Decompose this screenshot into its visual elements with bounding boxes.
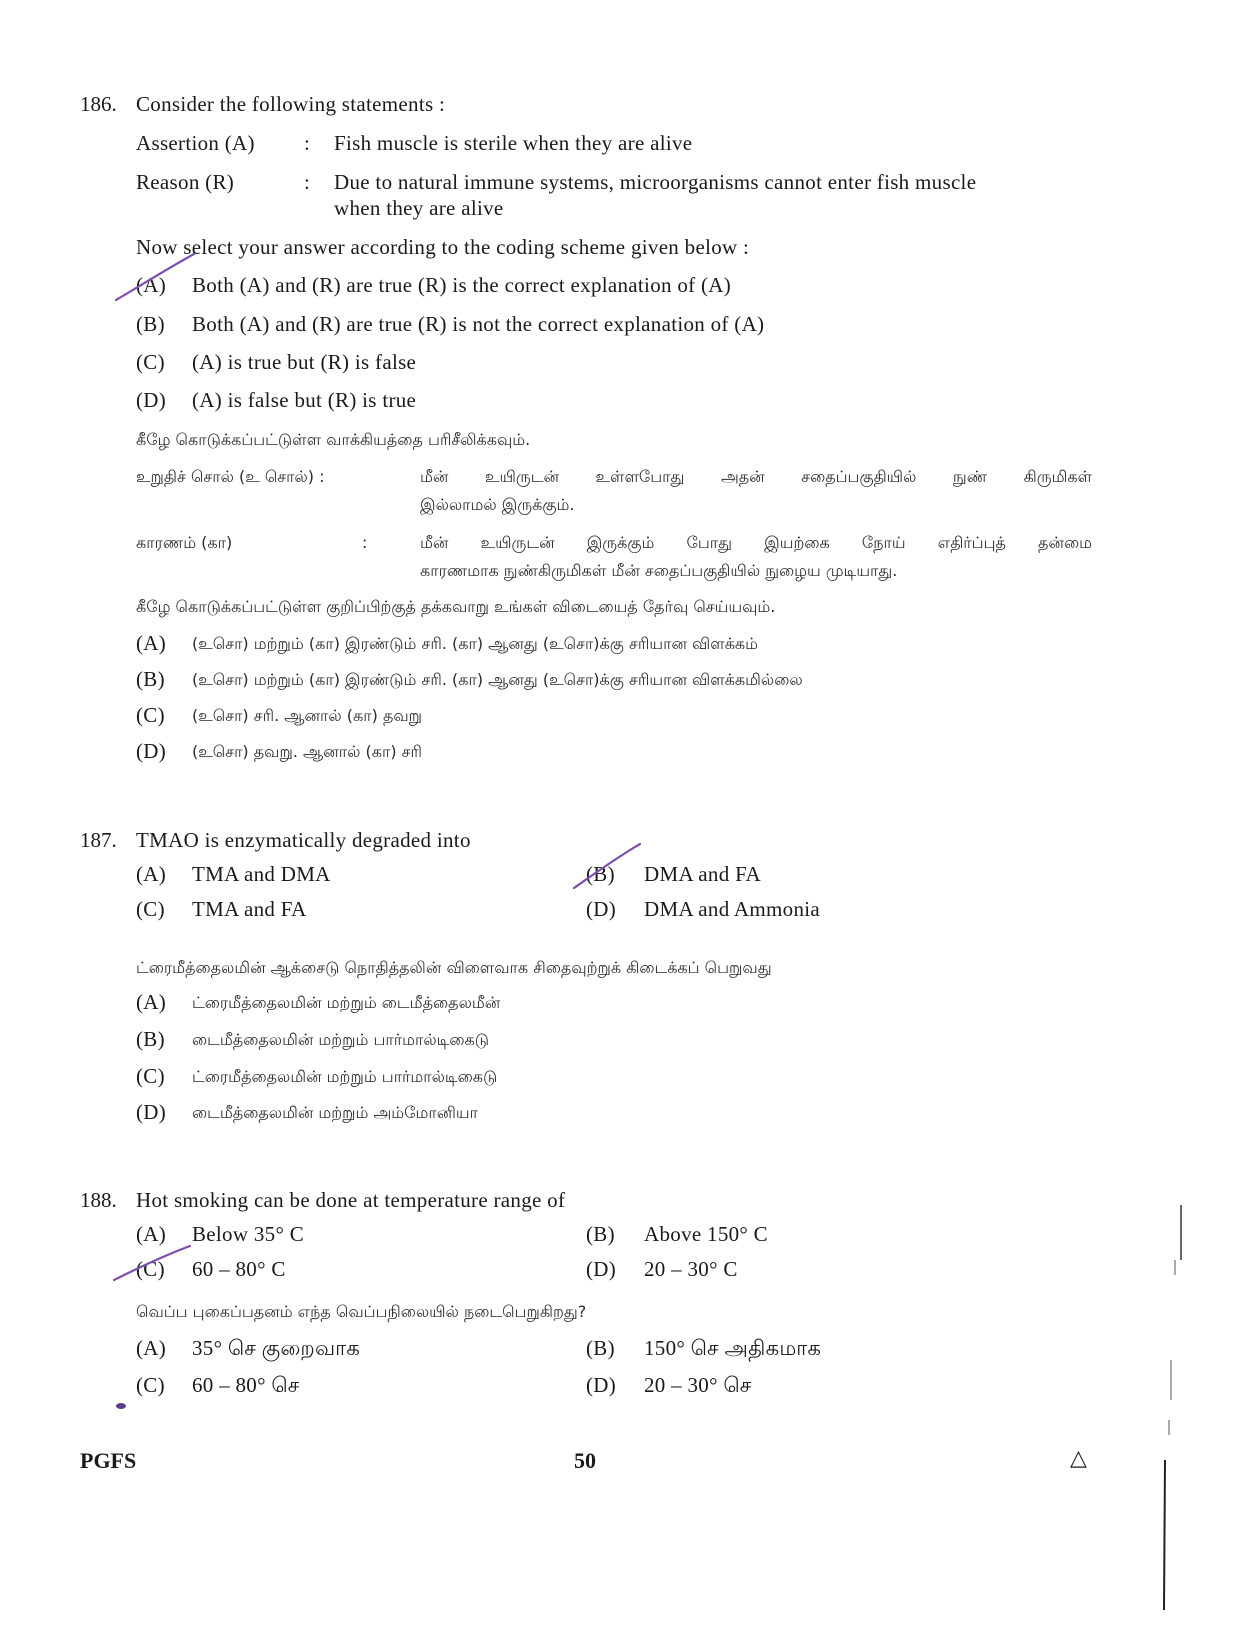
option-text: (A) is true but (R) is false [192,350,417,374]
tamil-option-label: (A) [136,1336,167,1360]
tamil-reason-label: காரணம் (கா) [136,533,233,552]
tamil-assertion-line1: மீன் உயிருடன் உள்ளபோது அதன் சதைப்பகுதியில் நுண் கிருமிகள் [420,467,1092,486]
option-text: DMA and Ammonia [644,897,820,921]
tamil-reason-line2: காரணமாக நுண்கிருமிகள் மீன் சதைப்பகுதியில் நுழைய முடியாது. [420,561,898,580]
option-text: (A) is false but (R) is true [192,388,417,412]
tamil-reason-colon: : [362,533,368,552]
option-label: (B) [586,1222,615,1246]
option-label: (C) [136,1257,165,1281]
question-stem: TMAO is enzymatically degraded into [136,828,471,852]
option-text: TMA and FA [192,897,307,921]
tamil-option-label: (D) [136,1100,167,1124]
tamil-option-text: ட்ரைமீத்தைலமின் மற்றும் பார்மால்டிகைடு [192,1067,498,1086]
tamil-stem: கீழே கொடுக்கப்பட்டுள்ள வாக்கியத்தை பரிசீலிக்கவும். [136,430,531,449]
scan-edge-artifact-icon [1155,1200,1185,1620]
option-label: (A) [136,1222,167,1246]
option-text: Both (A) and (R) are true (R) is not the correct explanation of (A) [192,312,765,336]
option-label: (C) [136,897,165,921]
option-text: 60 – 80° C [192,1257,286,1281]
option-text: DMA and FA [644,862,761,886]
option-text: Both (A) and (R) are true (R) is the correct explanation of (A) [192,273,732,297]
pen-dot-icon [114,1400,128,1412]
option-label: (A) [136,273,167,297]
option-label: (B) [586,862,615,886]
tamil-option-text: (உசொ) மற்றும் (கா) இரண்டும் சரி. (கா) ஆனது (உசொ)க்கு சரியான விளக்கமில்லை [192,670,803,689]
tamil-option-text: (உசொ) தவறு. ஆனால் (கா) சரி [192,742,423,761]
tamil-option-text: 35° செ குறைவாக [192,1336,361,1360]
pen-tick-mark-icon [110,248,200,308]
tamil-option-label: (B) [136,1027,165,1051]
reason-text-line1: Due to natural immune systems, microorganisms cannot enter fish muscle [334,170,977,194]
pen-tick-mark-icon [568,838,648,894]
tamil-option-text: டைமீத்தைலமின் மற்றும் அம்மோனியா [192,1103,478,1122]
question-stem: Hot smoking can be done at temperature range of [136,1188,566,1212]
tamil-option-label: (A) [136,631,167,655]
tamil-assertion-line2: இல்லாமல் இருக்கும். [420,495,575,514]
tamil-option-text: (உசொ) சரி. ஆனால் (கா) தவறு [192,706,423,725]
tamil-option-label: (C) [136,1064,165,1088]
option-text: TMA and DMA [192,862,331,886]
option-label: (B) [136,312,165,336]
assertion-text: Fish muscle is sterile when they are alive [334,131,693,155]
triangle-icon: △ [1070,1446,1087,1471]
tamil-instruction: கீழே கொடுக்கப்பட்டுள்ள குறிப்பிற்குத் தக்கவாறு உங்கள் விடையைத் தேர்வு செய்யவும். [136,597,776,616]
tamil-option-label: (C) [136,703,165,727]
tamil-option-text: 20 – 30° செ [644,1373,752,1397]
pen-tick-mark-icon [108,1240,198,1286]
tamil-option-text: (உசொ) மற்றும் (கா) இரண்டும் சரி. (கா) ஆனது (உசொ)க்கு சரியான விளக்கம் [192,634,759,653]
option-label: (C) [136,350,165,374]
option-label: (D) [136,388,167,412]
option-text: 20 – 30° C [644,1257,738,1281]
reason-label: Reason (R) [136,170,235,194]
tamil-option-label: (A) [136,990,167,1014]
question-number: 188. [80,1188,117,1212]
question-stem: Consider the following statements : [136,92,446,116]
tamil-option-label: (B) [586,1336,615,1360]
tamil-stem: ட்ரைமீத்தைலமின் ஆக்சைடு நொதித்தலின் விளைவாக சிதைவுற்றுக் கிடைக்கப் பெறுவது [136,958,772,977]
tamil-stem: வெப்ப புகைப்பதனம் எந்த வெப்பநிலையில் நடைபெறுகிறது? [136,1302,587,1321]
option-label: (D) [586,1257,617,1281]
option-label: (D) [586,897,617,921]
tamil-option-text: 150° செ அதிகமாக [644,1336,822,1360]
option-label: (A) [136,862,167,886]
tamil-option-text: ட்ரைமீத்தைலமின் மற்றும் டைமீத்தைலமீன் [192,993,501,1012]
page-number: 50 [574,1448,596,1473]
tamil-assertion-label: உறுதிச் சொல் (உ சொல்) : [136,467,325,486]
instruction: Now select your answer according to the coding scheme given below : [136,235,750,259]
reason-text-line2: when they are alive [334,196,504,220]
tamil-option-text: 60 – 80° செ [192,1373,300,1397]
question-number: 186. [80,92,117,116]
assertion-label: Assertion (A) [136,131,255,155]
tamil-option-label: (D) [586,1373,617,1397]
tamil-option-label: (B) [136,667,165,691]
option-text: Above 150° C [644,1222,768,1246]
assertion-colon: : [304,131,311,155]
tamil-option-label: (C) [136,1373,165,1397]
tamil-reason-line1: மீன் உயிருடன் இருக்கும் போது இயற்கை நோய் எதிர்ப்புத் தன்மை [420,533,1092,552]
tamil-option-text: டைமீத்தைலமின் மற்றும் பார்மால்டிகைடு [192,1030,490,1049]
paper-code: PGFS [80,1448,137,1473]
option-text: Below 35° C [192,1222,305,1246]
question-number: 187. [80,828,117,852]
tamil-option-label: (D) [136,739,167,763]
reason-colon: : [304,170,311,194]
